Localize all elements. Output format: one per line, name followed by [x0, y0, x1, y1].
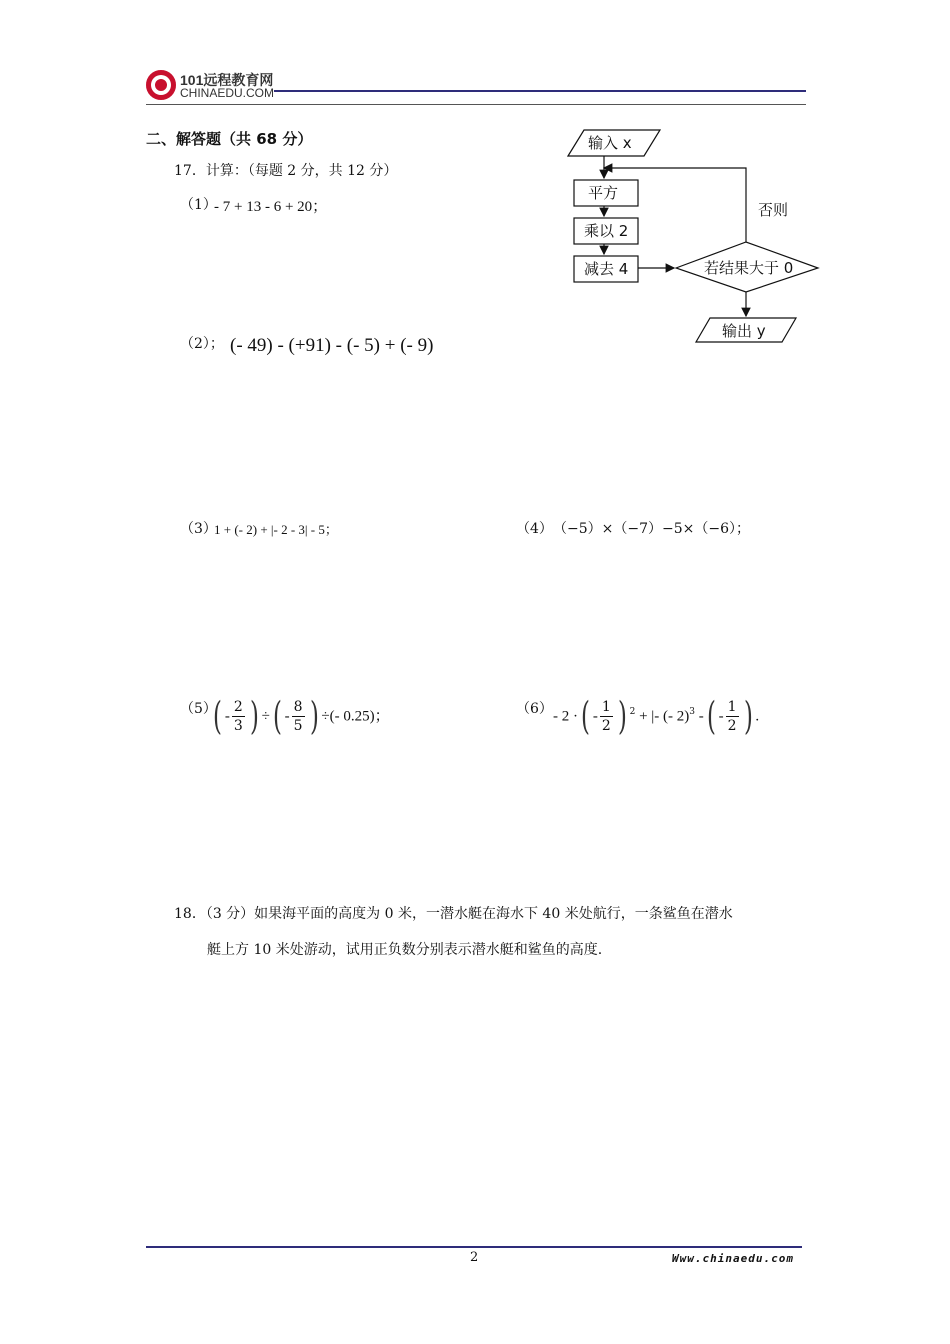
logo-icon: [146, 70, 176, 100]
fraction: $\frac{8}{5}$: [293, 698, 303, 734]
flow-step-square-text: 平方: [588, 184, 619, 202]
flow-output-text: 输出 y: [722, 322, 766, 340]
q17-part2-label: （2）；: [180, 336, 224, 352]
flowchart: [550, 120, 830, 350]
footer-rule: [146, 1246, 802, 1248]
q18-line2: 艇上方 10 米处游动，试用正负数分别表示潜水艇和鲨鱼的高度.: [207, 942, 603, 958]
q17-part1-label: （1）: [180, 197, 217, 213]
q17-part3-label: （3）: [180, 521, 217, 537]
q17-part4-expression: （−5）×（−7）−5×（−6）；: [553, 521, 751, 537]
fraction: $\frac{1}{2}$: [601, 698, 611, 734]
page-number: 2: [470, 1250, 479, 1265]
q17-part6-label: （6）: [516, 701, 553, 717]
header-rule-thin: [146, 104, 806, 105]
q17-part4-label: （4）: [516, 521, 553, 537]
fraction: $\frac{2}{3}$: [233, 698, 243, 734]
flow-else-label: 否则: [758, 201, 789, 219]
q17-part3-expression: 1 + (- 2) + |- 2 - 3| - 5；: [214, 522, 338, 537]
footer-url: Www.chinaedu.com: [672, 1252, 794, 1265]
logo-chinese-text: 101远程教育网: [180, 72, 274, 88]
q17-part6-expression: - 2 ·( - $\frac{1}{2}$ ) $^2$ + |- (- 2)$^3$ -( - $\frac{1}{2}$ ) .: [553, 694, 760, 738]
flow-step-subtract-text: 减去 4: [584, 260, 629, 278]
flow-decision-text: 若结果大于 0: [704, 259, 794, 277]
q18-line1: 18．（3 分）如果海平面的高度为 0 米，一潜水艇在海水下 40 米处航行，一条鲨鱼在潜水: [174, 906, 733, 922]
q17-part1-expression: - 7 + 13 - 6 + 20；: [214, 199, 328, 215]
header-rule: [274, 90, 806, 92]
fraction: $\frac{1}{2}$: [727, 698, 737, 734]
section-title: 二、解答题（共 68 分）: [146, 130, 313, 148]
logo-english-text: CHINAEDU.COM: [180, 86, 275, 100]
q17-part5-label: （5）: [180, 701, 217, 717]
q17-title: 17．计算：（每题 2 分，共 12 分）: [174, 163, 398, 179]
flow-step-multiply-text: 乘以 2: [584, 222, 629, 240]
q17-part2-expression: (- 49) - (+91) - (- 5) + (- 9): [230, 335, 434, 356]
flow-input-text: 输入 x: [588, 134, 632, 152]
q17-part5-tail: ÷(- 0.25)；: [321, 708, 390, 725]
q17-part5-expression: ( - $\frac{2}{3}$ ) ÷( - $\frac{8}{5}$ ) ÷(- 0.25)；: [212, 694, 390, 738]
